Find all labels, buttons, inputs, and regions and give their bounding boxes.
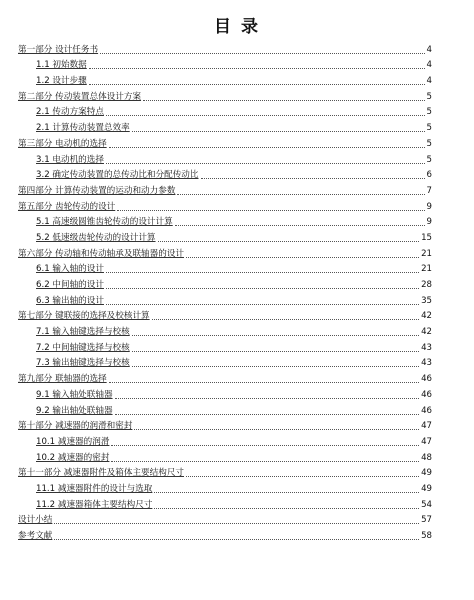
toc-leader-dots [132, 366, 419, 367]
toc-entry-text: 10.2 减速器的密封 [36, 452, 110, 463]
toc-leader-dots [132, 335, 419, 336]
toc-page-number: 54 [421, 499, 432, 510]
toc-page-number: 42 [421, 311, 432, 322]
toc-entry-text: 9.2 输出轴处联轴器 [36, 405, 113, 416]
toc-page-number: 5 [426, 138, 432, 149]
toc-leader-dots [132, 131, 425, 132]
toc-leader-dots [154, 492, 419, 493]
toc-entry[interactable] [18, 150, 432, 166]
toc-page-number: 4 [426, 44, 432, 55]
toc-page-number: 42 [421, 327, 432, 338]
toc-page-number: 5 [426, 91, 432, 102]
toc-entry[interactable] [18, 56, 432, 72]
toc-entry-text: 5.1 高速级圆锥齿轮传动的设计计算 [36, 217, 173, 228]
toc-leader-dots [177, 194, 424, 195]
toc-page-number: 21 [421, 248, 432, 259]
toc-entry[interactable] [18, 118, 432, 134]
toc-entry[interactable] [18, 448, 432, 464]
toc-entry[interactable] [18, 479, 432, 495]
toc-page-number: 5 [426, 123, 432, 134]
toc-page-number: 4 [426, 76, 432, 87]
toc-entry[interactable] [18, 495, 432, 511]
toc-entry-text: 参考文献 [18, 531, 53, 541]
toc-leader-dots [115, 398, 420, 399]
toc-page-number: 7 [426, 185, 432, 196]
toc-entry-text: 6.3 输出轴的设计 [36, 295, 104, 306]
toc-entry[interactable] [18, 385, 432, 401]
toc-entry-text: 6.2 中间轴的设计 [36, 280, 104, 290]
toc-page-number: 9 [426, 217, 432, 228]
table-of-contents [18, 40, 432, 542]
toc-entry[interactable] [18, 369, 432, 385]
toc-entry-text: 10.1 减速器的润滑 [36, 436, 110, 447]
toc-entry-text: 设计小结 [18, 515, 53, 526]
toc-entry-text: 6.1 输入轴的设计 [36, 264, 104, 275]
toc-leader-dots [106, 272, 419, 273]
toc-entry[interactable] [18, 354, 432, 370]
toc-leader-dots [111, 461, 419, 462]
toc-entry[interactable] [18, 401, 432, 417]
toc-page-number: 49 [421, 468, 432, 479]
toc-page-number: 46 [421, 405, 432, 416]
toc-entry[interactable] [18, 228, 432, 244]
toc-page-number: 9 [426, 201, 432, 212]
toc-title: 目 录 [214, 17, 260, 37]
toc-entry-text: 第六部分 传动轴和传动轴承及联轴器的设计 [18, 248, 185, 259]
toc-entry[interactable] [18, 260, 432, 276]
toc-entry[interactable] [18, 338, 432, 354]
toc-page-number: 4 [426, 60, 432, 71]
toc-entry[interactable] [18, 87, 432, 103]
toc-entry[interactable] [18, 291, 432, 307]
toc-page-number: 57 [421, 515, 432, 526]
toc-entry-text: 3.2 确定传动装置的总传动比和分配传动比 [36, 170, 199, 181]
toc-entry-text: 2.1 传动方案特点 [36, 107, 104, 118]
toc-entry[interactable] [18, 181, 432, 197]
toc-entry-text: 1.1 初始数据 [36, 60, 87, 71]
toc-page-number: 28 [421, 280, 432, 290]
toc-entry-text: 第九部分 联轴器的选择 [18, 374, 107, 385]
toc-page-number: 5 [426, 154, 432, 165]
toc-entry-text: 第四部分 计算传动装置的运动和动力参数 [18, 185, 176, 196]
toc-entry[interactable] [18, 275, 432, 291]
toc-leader-dots [143, 100, 424, 101]
toc-entry-text: 第十一部分 减速器附件及箱体主要结构尺寸 [18, 468, 185, 479]
toc-entry[interactable] [18, 432, 432, 448]
toc-entry[interactable] [18, 322, 432, 338]
toc-page-number: 43 [421, 358, 432, 369]
toc-entry-text: 1.2 设计步骤 [36, 76, 87, 87]
toc-entry[interactable] [18, 71, 432, 87]
toc-leader-dots [100, 53, 424, 54]
toc-leader-dots [152, 319, 419, 320]
toc-entry-text: 5.2 低速级齿轮传动的设计计算 [36, 232, 156, 243]
toc-page-number: 35 [421, 295, 432, 306]
toc-leader-dots [175, 225, 425, 226]
toc-entry[interactable] [18, 134, 432, 150]
toc-leader-dots [106, 163, 425, 164]
toc-page-number: 48 [421, 452, 432, 463]
toc-page-number: 46 [421, 389, 432, 400]
toc-leader-dots [89, 84, 425, 85]
toc-page-number: 43 [421, 342, 432, 353]
toc-page-number: 46 [421, 374, 432, 385]
toc-leader-dots [54, 539, 419, 540]
toc-leader-dots [154, 508, 419, 509]
toc-entry-text: 第五部分 齿轮传动的设计 [18, 201, 116, 212]
toc-leader-dots [186, 476, 419, 477]
toc-leader-dots [201, 178, 425, 179]
toc-page-number: 15 [421, 232, 432, 243]
toc-page-number: 5 [426, 107, 432, 118]
toc-page-number: 49 [421, 483, 432, 494]
toc-leader-dots [54, 523, 419, 524]
toc-entry-text: 9.1 输入轴处联轴器 [36, 389, 113, 400]
toc-leader-dots [134, 429, 419, 430]
toc-entry-text: 3.1 电动机的选择 [36, 154, 104, 165]
toc-entry[interactable] [18, 213, 432, 229]
toc-page-number: 47 [421, 421, 432, 432]
toc-entry[interactable] [18, 103, 432, 119]
toc-leader-dots [89, 68, 425, 69]
toc-leader-dots [106, 288, 419, 289]
toc-entry[interactable] [18, 464, 432, 480]
toc-entry[interactable] [18, 526, 432, 542]
toc-leader-dots [186, 257, 419, 258]
toc-entry-text: 第三部分 电动机的选择 [18, 138, 107, 149]
toc-leader-dots [117, 210, 424, 211]
toc-entry-text: 11.1 减速器附件的设计与选取 [36, 483, 153, 494]
toc-entry[interactable] [18, 40, 432, 56]
toc-entry-text: 11.2 减速器箱体主要结构尺寸 [36, 499, 153, 510]
toc-leader-dots [115, 414, 420, 415]
toc-entry[interactable] [18, 197, 432, 213]
toc-entry-text: 7.3 输出轴键选择与校核 [36, 358, 130, 369]
toc-entry-text: 第十部分 减速器的润滑和密封 [18, 421, 133, 432]
toc-entry[interactable] [18, 244, 432, 260]
toc-leader-dots [109, 382, 419, 383]
toc-leader-dots [109, 147, 425, 148]
toc-entry-text: 第二部分 传动装置总体设计方案 [18, 91, 142, 102]
toc-entry-text: 第七部分 键联接的选择及校核计算 [18, 311, 150, 322]
toc-leader-dots [106, 115, 425, 116]
toc-leader-dots [132, 351, 419, 352]
toc-page-number: 6 [426, 170, 432, 181]
toc-entry[interactable] [18, 511, 432, 527]
toc-entry-text: 7.2 中间轴键选择与校核 [36, 342, 130, 353]
toc-entry[interactable] [18, 166, 432, 182]
toc-leader-dots [158, 241, 420, 242]
toc-entry-text: 7.1 输入轴键选择与校核 [36, 327, 130, 338]
toc-page-number: 47 [421, 436, 432, 447]
toc-leader-dots [106, 304, 419, 305]
toc-page-number: 21 [421, 264, 432, 275]
toc-entry-text: 第一部分 设计任务书 [18, 44, 99, 55]
toc-leader-dots [111, 445, 419, 446]
toc-entry-text: 2.1 计算传动装置总效率 [36, 123, 130, 134]
toc-entry[interactable] [18, 417, 432, 433]
toc-page-number: 58 [421, 531, 432, 541]
toc-entry[interactable] [18, 307, 432, 323]
